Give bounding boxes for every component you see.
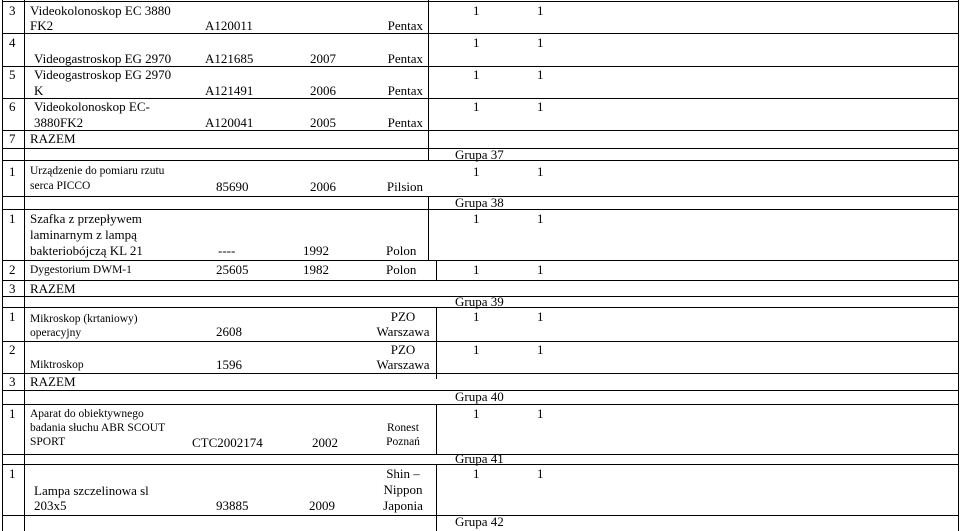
row-number: 3 (9, 281, 16, 296)
qty-b: 1 (537, 3, 544, 18)
grid-line (2, 404, 959, 405)
serial-number: A121491 (205, 83, 254, 98)
group-label: Grupa 41 (455, 451, 504, 466)
device-name: FK2 (30, 18, 54, 33)
manufacturer: Pentax (387, 51, 423, 66)
device-name: Videokolonoskop EC- (34, 99, 150, 114)
qty-b: 1 (537, 164, 544, 179)
qty-a: 1 (473, 342, 480, 357)
manufacturer: Pentax (387, 115, 423, 130)
total-label: RAZEM (30, 374, 76, 389)
device-name: operacyjny (30, 327, 82, 339)
grid-line (2, 373, 959, 374)
row-number: 1 (9, 164, 16, 179)
grid-line (428, 0, 429, 160)
year: 2007 (310, 51, 336, 66)
qty-b: 1 (537, 342, 544, 357)
qty-b: 1 (537, 309, 544, 324)
grid-line (2, 33, 959, 34)
year: 2009 (309, 498, 335, 513)
serial-number: 93885 (216, 498, 249, 513)
year: 2002 (312, 435, 338, 450)
qty-b: 1 (537, 67, 544, 82)
device-name: SPORT (30, 436, 66, 448)
manufacturer: Pentax (387, 18, 423, 33)
qty-a: 1 (473, 466, 480, 481)
qty-b: 1 (537, 262, 544, 277)
manufacturer: PZO (390, 309, 416, 324)
qty-a: 1 (473, 67, 480, 82)
year: 2005 (310, 115, 336, 130)
device-name: Videogastroskop EG 2970 (34, 51, 172, 66)
qty-a: 1 (473, 309, 480, 324)
qty-a: 1 (473, 164, 480, 179)
manufacturer: PZO (390, 342, 416, 357)
device-name: badania słuchu ABR SCOUT (30, 422, 166, 434)
manufacturer: Japonia (383, 498, 423, 513)
qty-b: 1 (537, 35, 544, 50)
total-label: RAZEM (30, 281, 76, 296)
device-name: Miktroskop (30, 359, 84, 371)
grid-line (436, 260, 437, 280)
qty-a: 1 (473, 35, 480, 50)
serial-number: 85690 (216, 179, 249, 194)
manufacturer: Polon (386, 243, 417, 258)
qty-a: 1 (473, 211, 480, 226)
device-name: serca PICCO (30, 180, 91, 192)
device-name: K (34, 83, 44, 98)
serial-number: A120011 (205, 18, 253, 33)
year: 2006 (310, 179, 336, 194)
serial-number: ---- (218, 243, 236, 258)
grid-line (958, 0, 959, 531)
qty-b: 1 (537, 211, 544, 226)
manufacturer: Nippon (383, 482, 423, 497)
device-name: Videokolonoskop EC 3880 (30, 3, 171, 18)
group-label: Grupa 37 (455, 147, 504, 162)
qty-a: 1 (473, 406, 480, 421)
device-name: 203x5 (34, 498, 67, 513)
qty-b: 1 (537, 466, 544, 481)
grid-line (2, 130, 959, 131)
device-name: Aparat do obiektywnego (30, 408, 144, 420)
row-number: 2 (9, 342, 16, 357)
manufacturer: Warszawa (376, 357, 430, 372)
total-label: RAZEM (30, 131, 76, 146)
grid-line (436, 404, 437, 454)
device-name: 3880FK2 (34, 115, 84, 130)
device-name: Lampa szczelinowa sl (34, 483, 149, 498)
qty-b: 1 (537, 406, 544, 421)
serial-number: A120041 (205, 115, 254, 130)
row-number: 7 (9, 131, 16, 146)
row-number: 5 (9, 67, 16, 82)
row-number: 3 (9, 374, 16, 389)
year: 2006 (310, 83, 336, 98)
row-number: 1 (9, 211, 16, 226)
device-name: laminarnym z lampą (30, 227, 137, 242)
qty-b: 1 (537, 99, 544, 114)
qty-a: 1 (473, 262, 480, 277)
row-number: 2 (9, 262, 16, 277)
qty-a: 1 (473, 99, 480, 114)
row-number: 1 (9, 466, 16, 481)
serial-number: 25605 (216, 262, 249, 277)
manufacturer: Pilsion (386, 179, 423, 194)
group-label: Grupa 42 (455, 514, 504, 529)
device-name: Dygestorium DWM-1 (30, 264, 132, 276)
serial-number: 2608 (216, 324, 242, 339)
group-label: Grupa 40 (455, 389, 504, 404)
grid-line (436, 464, 437, 531)
group-label: Grupa 38 (455, 195, 504, 210)
row-number: 1 (9, 309, 16, 324)
grid-line (2, 1, 959, 2)
serial-number: CTC2002174 (192, 435, 263, 450)
row-number: 4 (9, 35, 16, 50)
grid-line (428, 196, 429, 260)
device-name: Szafka z przepływem (30, 211, 142, 226)
serial-number: 1596 (216, 357, 242, 372)
qty-a: 1 (473, 3, 480, 18)
manufacturer: Pentax (387, 83, 423, 98)
serial-number: A121685 (205, 51, 254, 66)
device-name: Videogastroskop EG 2970 (34, 67, 172, 82)
grid-line (24, 0, 25, 531)
grid-line (2, 280, 959, 281)
grid-line (2, 260, 959, 261)
row-number: 1 (9, 406, 16, 421)
manufacturer: Ronest (387, 422, 419, 434)
device-name: Urządzenie do pomiaru rzutu (30, 165, 165, 177)
manufacturer: Polon (386, 262, 417, 277)
manufacturer: Poznań (386, 436, 420, 448)
group-label: Grupa 39 (455, 294, 504, 309)
manufacturer: Shin – (386, 466, 420, 481)
year: 1982 (303, 262, 329, 277)
grid-line (436, 307, 437, 379)
device-name: Mikroskop (krtaniowy) (30, 313, 138, 325)
year: 1992 (303, 243, 329, 258)
manufacturer: Warszawa (376, 324, 430, 339)
grid-line (2, 0, 3, 531)
device-name: bakteriobójczą KL 21 (30, 243, 143, 258)
grid-line (2, 341, 959, 342)
row-number: 3 (9, 3, 16, 18)
row-number: 6 (9, 99, 16, 114)
